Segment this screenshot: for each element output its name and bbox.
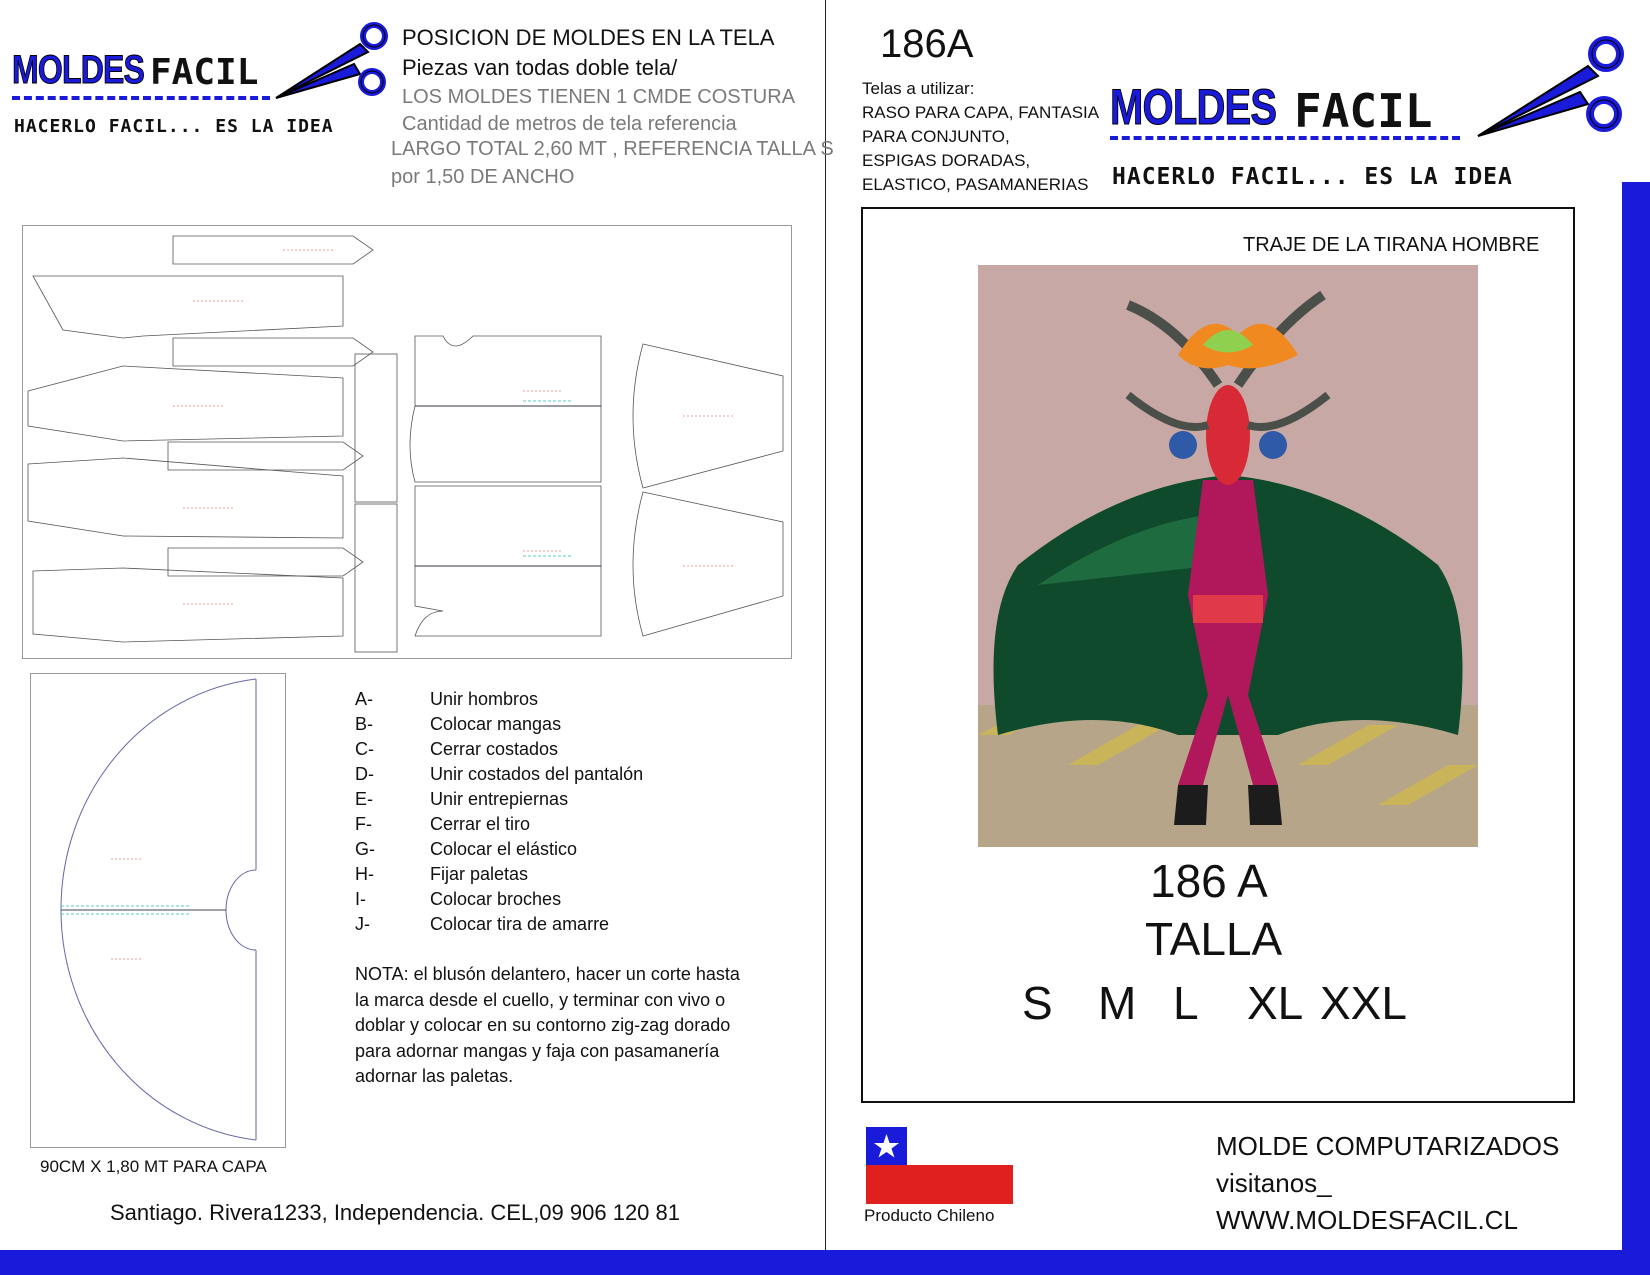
size-list — [1022, 976, 1462, 1032]
capa-half-circle-drawing — [31, 674, 285, 1147]
header-line-1: POSICION DE MOLDES EN LA TELA — [402, 25, 775, 50]
instruction-item: I- Colocar broches — [355, 889, 562, 909]
chile-flag-icon — [866, 1127, 1013, 1204]
costume-illustration — [978, 265, 1478, 847]
capa-caption: 90CM X 1,80 MT PARA CAPA — [40, 1157, 267, 1176]
size-option: XL — [1247, 977, 1304, 1029]
instruction-item: D- Unir costados del pantalón — [355, 764, 644, 784]
talla-label: TALLA — [1145, 913, 1283, 965]
right-blue-bar — [1622, 182, 1650, 1250]
capa-pattern-sheet — [30, 673, 286, 1148]
model-code-large: 186 A — [1150, 855, 1268, 907]
size-option: L — [1173, 977, 1199, 1029]
telas-block — [862, 77, 1099, 197]
nota-paragraph: NOTA: el blusón delantero, hacer un corte hasta la marca desde el cuello, y terminar con vivo o doblar y colocar en su contorno zig-zag dorado para adornar mangas y faja con pasamanería adornar las paletas. — [355, 964, 740, 1086]
logo-facil-text: FACIL — [1294, 84, 1433, 138]
logo-moldes-text: MOLDES — [12, 48, 145, 92]
instruction-item: B- Colocar mangas — [355, 714, 562, 734]
header-line-6: por 1,50 DE ANCHO — [391, 166, 575, 188]
flag-caption: Producto Chileno — [864, 1206, 995, 1225]
instruction-item: A- Unir hombros — [355, 689, 539, 709]
logo-facil-text: FACIL — [150, 52, 259, 93]
instruction-item: F- Cerrar el tiro — [355, 814, 531, 834]
scissors-icon — [1470, 28, 1630, 148]
size-option: XXL — [1320, 977, 1407, 1029]
card-title: TRAJE DE LA TIRANA HOMBRE — [1243, 234, 1540, 256]
instruction-item: H- Fijar paletas — [355, 864, 529, 884]
header-line-4: Cantidad de metros de tela referencia — [402, 113, 737, 135]
logo-slogan: HACERLO FACIL... ES LA IDEA — [14, 116, 334, 137]
instruction-list — [355, 687, 643, 937]
logo-dash-line — [1110, 136, 1460, 140]
telas-title: Telas a utilizar: — [862, 79, 975, 98]
instruction-item: J- Colocar tira de amarre — [355, 914, 610, 934]
left-logo — [12, 44, 392, 144]
product-code: 186A — [880, 22, 974, 66]
logo-dash-line — [12, 96, 270, 100]
pattern-pieces-drawing — [23, 226, 791, 658]
header-line-2: Piezas van todas doble tela/ — [402, 55, 678, 80]
pattern-layout-sheet — [22, 225, 792, 659]
size-option: S — [1022, 977, 1053, 1029]
address-line: Santiago. Rivera1233, Independencia. CEL,09 906 120 81 — [110, 1200, 680, 1225]
telas-line: ELASTICO, PASAMANERIAS — [862, 175, 1089, 194]
instruction-item: G- Colocar el elástico — [355, 839, 578, 859]
instruction-item: C- Cerrar costados — [355, 739, 559, 759]
scissors-icon — [268, 16, 392, 108]
bottom-blue-bar — [0, 1250, 1650, 1275]
website-link[interactable]: WWW.MOLDESFACIL.CL — [1216, 1205, 1518, 1235]
telas-line: ESPIGAS DORADAS, — [862, 151, 1031, 170]
header-line-3: LOS MOLDES TIENEN 1 CMDE COSTURA — [402, 86, 796, 108]
footer-block — [1216, 1128, 1559, 1239]
logo-slogan: HACERLO FACIL... ES LA IDEA — [1112, 164, 1513, 190]
costume-photo — [978, 265, 1478, 847]
header-line-5: LARGO TOTAL 2,60 MT , REFERENCIA TALLA S — [391, 138, 834, 160]
page-divider — [825, 0, 826, 1250]
instruction-item: E- Unir entrepiernas — [355, 789, 569, 809]
size-option: M — [1098, 977, 1137, 1029]
telas-line: RASO PARA CAPA, FANTASIA — [862, 103, 1100, 122]
logo-moldes-text: MOLDES — [1110, 79, 1277, 135]
footer-line: visitanos_ — [1216, 1168, 1332, 1198]
right-logo — [1110, 80, 1630, 200]
footer-line: MOLDE COMPUTARIZADOS — [1216, 1131, 1560, 1161]
telas-line: PARA CONJUNTO, — [862, 127, 1010, 146]
